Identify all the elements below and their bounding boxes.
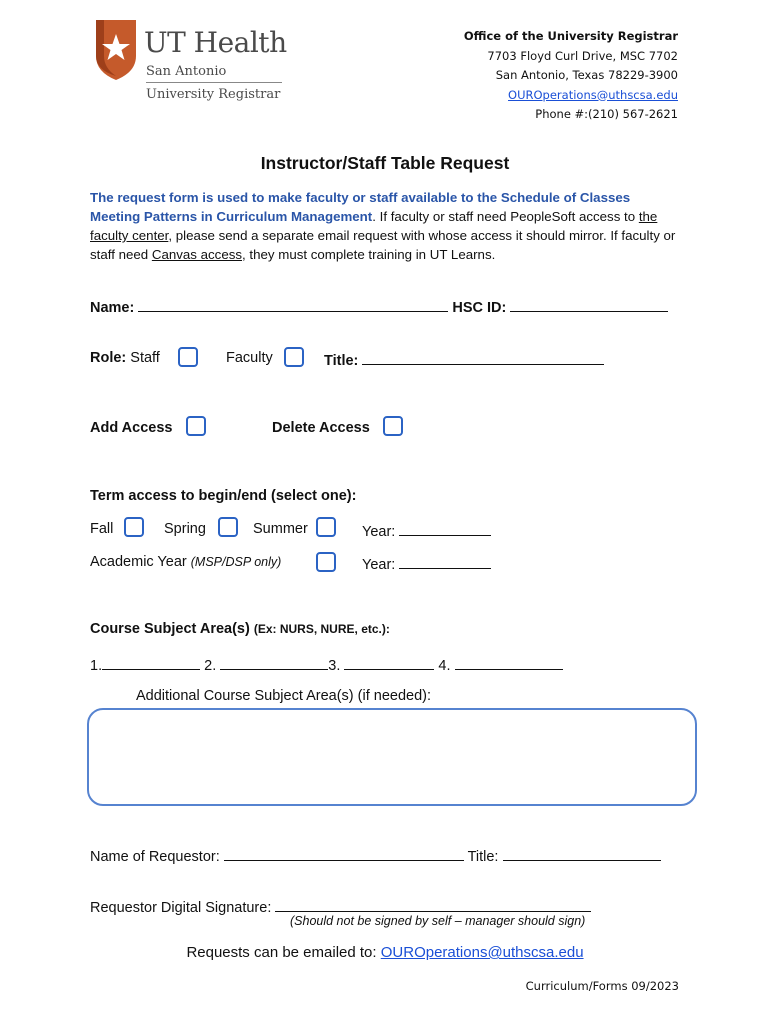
- logo-dept: University Registrar: [146, 87, 281, 102]
- name-field[interactable]: [138, 297, 448, 312]
- role-title-label: Title:: [324, 353, 359, 369]
- logo-city: San Antonio: [146, 64, 227, 79]
- requestor-title-label: Title:: [467, 849, 499, 865]
- requests-email-link[interactable]: OUROperations@uthscsa.edu: [380, 944, 584, 961]
- term-heading: Term access to begin/end (select one):: [90, 488, 357, 504]
- name-row: [90, 297, 668, 316]
- fall-checkbox[interactable]: [124, 517, 144, 537]
- logo-divider: [146, 82, 282, 83]
- faculty-center-link[interactable]: the faculty center: [90, 209, 658, 243]
- fall-label: Fall: [90, 521, 114, 537]
- subject-number-3: 3.: [328, 658, 341, 674]
- ut-health-shield-logo: [92, 16, 140, 82]
- delete-access-label: Delete Access: [272, 420, 370, 436]
- requestor-name-field[interactable]: [224, 846, 464, 861]
- office-address-block: [464, 27, 678, 125]
- additional-subjects-label: Additional Course Subject Area(s) (if needed):: [136, 688, 431, 704]
- hsc-id-label: HSC ID:: [452, 300, 507, 316]
- term-year-field[interactable]: [399, 521, 491, 536]
- academic-year-year-label: Year:: [362, 557, 396, 573]
- requestor-title-field[interactable]: [503, 846, 661, 861]
- summer-checkbox[interactable]: [316, 517, 336, 537]
- subject-field-2[interactable]: [220, 655, 328, 670]
- academic-year-year-row: [362, 554, 491, 573]
- hsc-id-field[interactable]: [510, 297, 668, 312]
- signature-label: Requestor Digital Signature:: [90, 900, 272, 916]
- academic-year-checkbox[interactable]: [316, 552, 336, 572]
- intro-text-3: , they must complete training in UT Learns.: [242, 247, 496, 262]
- term-year-row: [362, 521, 491, 540]
- emailed-to-label: Requests can be emailed to:: [186, 944, 377, 961]
- add-access-checkbox[interactable]: [186, 416, 206, 436]
- academic-year-label: Academic Year: [90, 554, 187, 570]
- spring-label: Spring: [164, 521, 206, 537]
- office-email-link[interactable]: OUROperations@uthscsa.edu: [508, 87, 678, 102]
- requestor-name-label: Name of Requestor:: [90, 849, 220, 865]
- summer-label: Summer: [253, 521, 308, 537]
- footer-form-id: Curriculum/Forms 09/2023: [525, 979, 679, 993]
- address-line-2: San Antonio, Texas 78229-3900: [495, 68, 678, 82]
- address-line-1: 7703 Floyd Curl Drive, MSC 7702: [487, 48, 678, 63]
- additional-subjects-textarea[interactable]: [87, 708, 697, 806]
- role-label-group: [90, 350, 160, 366]
- logo-brand: UT Health: [144, 26, 287, 59]
- subject-field-4[interactable]: [455, 655, 563, 670]
- subject-field-1[interactable]: [102, 655, 200, 670]
- name-label: Name:: [90, 300, 135, 316]
- canvas-access-link[interactable]: Canvas access: [151, 247, 243, 262]
- intro-highlight: The request form is used to make faculty or staff available to the Schedule of Classes Meeting Patterns in Curriculum Management: [90, 190, 631, 224]
- role-title-field[interactable]: [362, 350, 604, 365]
- academic-year-year-field[interactable]: [399, 554, 491, 569]
- requestor-row: [90, 846, 661, 865]
- role-title-row: [324, 350, 604, 369]
- subject-field-3[interactable]: [344, 655, 434, 670]
- faculty-label: Faculty: [226, 350, 273, 366]
- subject-example: (Ex: NURS, NURE, etc.):: [253, 622, 390, 636]
- academic-year-group: [90, 554, 281, 570]
- delete-access-checkbox[interactable]: [383, 416, 403, 436]
- intro-paragraph: [90, 188, 680, 264]
- term-year-label: Year:: [362, 524, 396, 540]
- spring-checkbox[interactable]: [218, 517, 238, 537]
- email-request-row: [0, 944, 770, 961]
- role-label: Role:: [90, 350, 127, 366]
- office-phone: Phone #:(210) 567-2621: [535, 107, 678, 121]
- add-access-label: Add Access: [90, 420, 173, 436]
- faculty-checkbox[interactable]: [284, 347, 304, 367]
- subject-number-2: 2.: [204, 658, 217, 674]
- subject-number-1: 1.: [90, 658, 103, 674]
- intro-text-2: , please send a separate email request with whose access it should mirror. If faculty or staff need: [90, 228, 676, 262]
- staff-label: Staff: [130, 350, 160, 366]
- staff-checkbox[interactable]: [178, 347, 198, 367]
- intro-text-1: . If faculty or staff need PeopleSoft access to: [372, 209, 639, 224]
- signature-field[interactable]: [275, 897, 591, 912]
- signature-note: (Should not be signed by self – manager should sign): [290, 914, 586, 928]
- subject-heading: Course Subject Area(s): [90, 621, 250, 637]
- subject-heading-row: [90, 621, 390, 637]
- subject-fields-row: [90, 655, 563, 674]
- academic-year-note: (MSP/DSP only): [190, 555, 282, 569]
- office-name: Office of the University Registrar: [463, 29, 678, 43]
- logo: [92, 14, 292, 106]
- subject-number-4: 4.: [438, 658, 451, 674]
- form-title: Instructor/Staff Table Request: [260, 153, 510, 173]
